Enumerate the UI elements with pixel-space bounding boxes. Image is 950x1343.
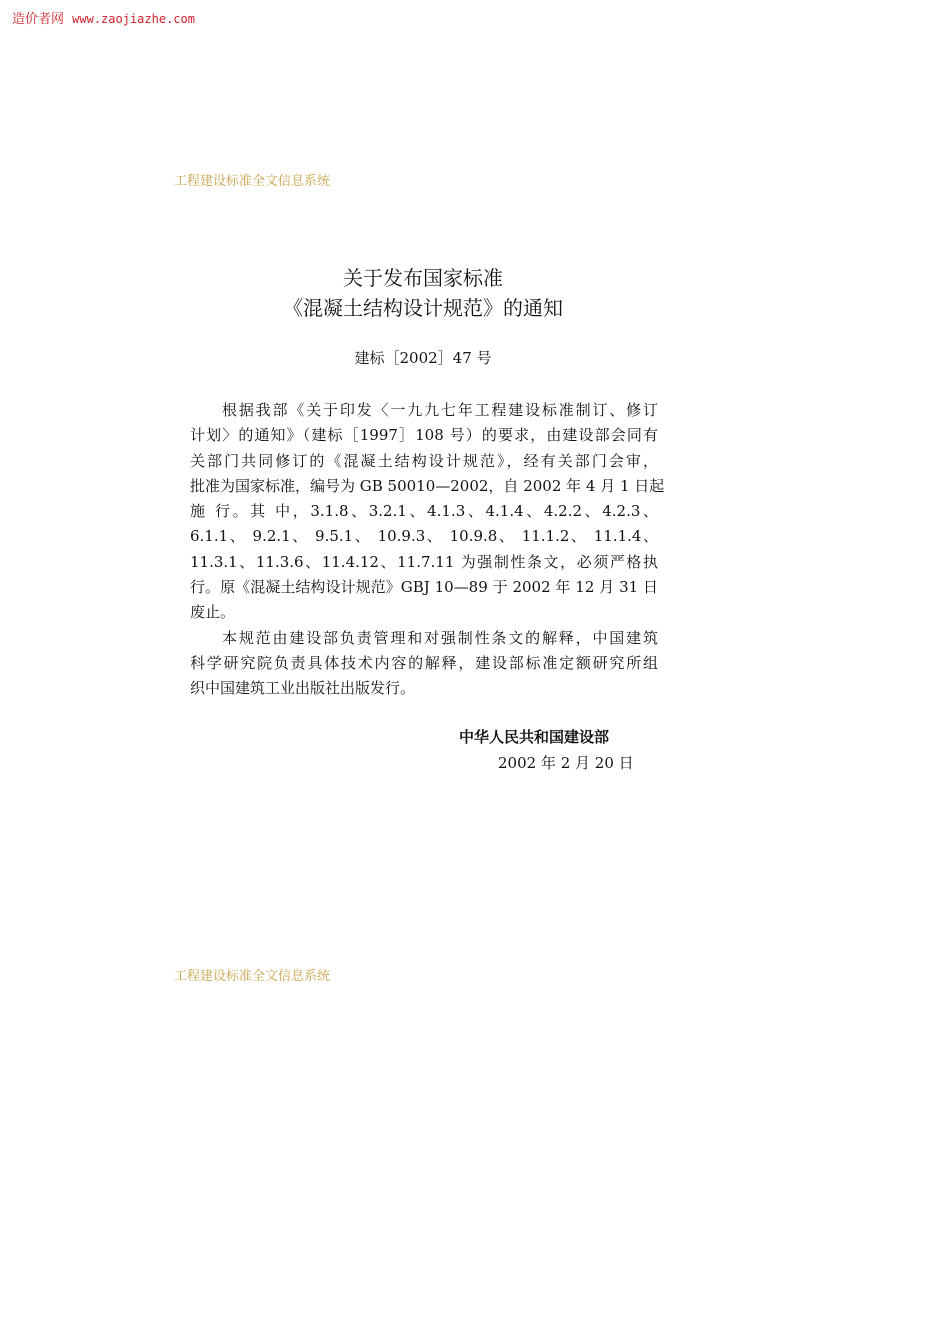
body-line: 本规范由建设部负责管理和对强制性条文的解释，中国建筑 xyxy=(222,628,658,647)
body-line: 科学研究院负责具体技术内容的解释，建设部标准定额研究所组 xyxy=(190,653,658,672)
body-line: 废止。 xyxy=(190,603,236,622)
body-line: 织中国建筑工业出版社出版发行。 xyxy=(190,679,416,698)
body-line: 行。原《混凝土结构设计规范》GBJ 10—89 于 2002 年 12 月 31 日 xyxy=(190,578,658,597)
site-name: 造价者网 xyxy=(12,12,65,27)
body-line: 关部门共同修订的《混凝土结构设计规范》，经有关部门会审， xyxy=(190,451,658,470)
notice-title-line-2: 《混凝土结构设计规范》的通知 xyxy=(283,296,563,320)
site-url-link[interactable]: www.zaojiazhe.com xyxy=(72,12,195,26)
body-line: 施 行。其 中，3.1.8、3.2.1、4.1.3、4.1.4、4.2.2、4.2.3、 xyxy=(190,502,658,521)
issue-date: 2002 年 2 月 20 日 xyxy=(498,754,634,772)
body-line: 6.1.1、 9.2.1、 9.5.1、 10.9.3、 10.9.8、 11.1.2、 11.1.4、 xyxy=(190,527,658,546)
notice-body xyxy=(190,398,665,702)
body-line: 根据我部《关于印发〈一九九七年工程建设标准制订、修订 xyxy=(222,401,658,419)
notice-title-line-1: 关于发布国家标准 xyxy=(343,266,503,290)
watermark-top: 工程建设标准全文信息系统 xyxy=(174,174,331,189)
watermark-bottom: 工程建设标准全文信息系统 xyxy=(174,969,331,984)
issuing-authority: 中华人民共和国建设部 xyxy=(459,728,610,746)
site-header xyxy=(12,8,195,27)
body-line: 11.3.1、11.3.6、11.4.12、11.7.11 为强制性条文，必须严格执 xyxy=(190,552,658,571)
body-line: 批准为国家标准，编号为 GB 50010—2002，自 2002 年 4 月 1 日起 xyxy=(190,476,665,495)
body-line: 计划〉的通知》（建标［1997］108 号）的要求，由建设部会同有 xyxy=(190,426,658,445)
document-number: 建标［2002］47 号 xyxy=(354,349,492,367)
